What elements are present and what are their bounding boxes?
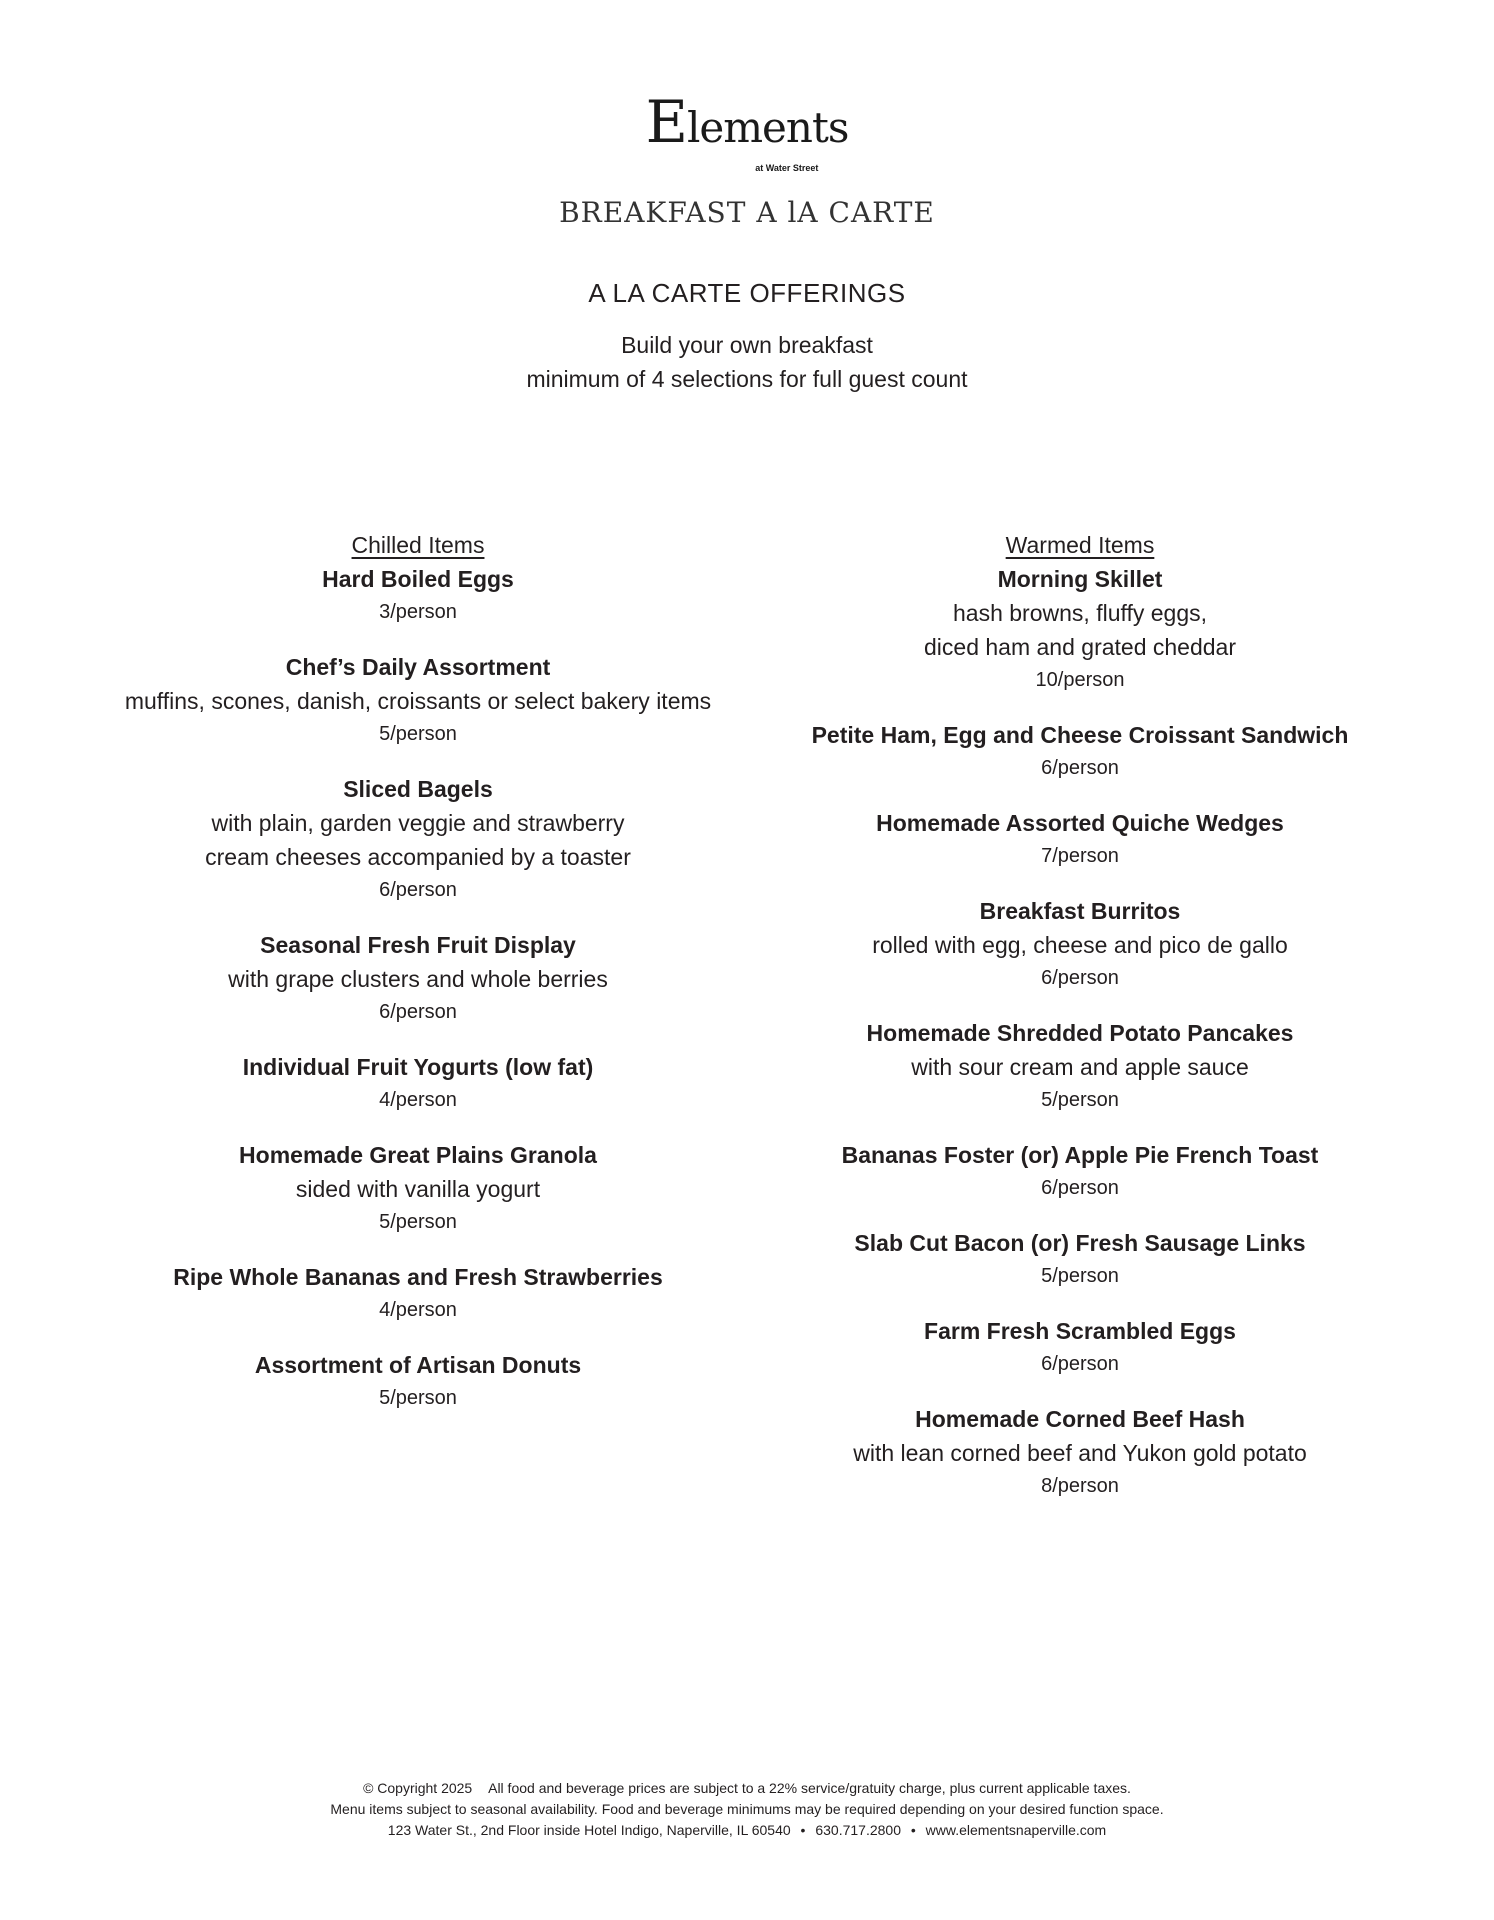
menu-item-price: 4/person [379, 1299, 457, 1321]
menu-item-name: Slab Cut Bacon (or) Fresh Sausage Links [854, 1230, 1306, 1256]
website-link[interactable]: www.elementsnaperville.com [925, 1822, 1107, 1838]
menu-item-name: Homemade Great Plains Granola [239, 1142, 597, 1168]
page-subtitle: BREAKFAST A lA CARTE [559, 196, 935, 229]
menu-item-price: 3/person [379, 601, 457, 623]
warmed-items-list [770, 562, 1390, 1502]
menu-item-description: hash browns, fluffy eggs, [953, 600, 1207, 626]
menu-item [70, 562, 766, 628]
menu-item-name: Ripe Whole Bananas and Fresh Strawberries [173, 1264, 663, 1290]
chilled-items-title: Chilled Items [351, 532, 485, 558]
phone: 630.717.2800 [815, 1822, 901, 1838]
menu-item-name: Breakfast Burritos [979, 898, 1181, 924]
menu-item-description: diced ham and grated cheddar [924, 634, 1236, 660]
menu-item-name: Sliced Bagels [343, 776, 493, 802]
menu-item-price: 4/person [379, 1089, 457, 1111]
menu-item [70, 650, 766, 750]
menu-item-name: Morning Skillet [997, 566, 1163, 592]
menu-item-name: Farm Fresh Scrambled Eggs [924, 1318, 1236, 1344]
menu-item [70, 1348, 766, 1414]
menu-item-description: sided with vanilla yogurt [295, 1176, 541, 1202]
intro-line-2: minimum of 4 selections for full guest count [526, 366, 968, 392]
offerings-heading: A LA CARTE OFFERINGS [588, 278, 906, 308]
footer-line-3 [0, 1820, 1494, 1841]
menu-item-description: muffins, scones, danish, croissants or select bakery items [124, 688, 712, 714]
warmed-items-column [770, 528, 1390, 1524]
menu-item-price: 5/person [1041, 1089, 1119, 1111]
menu-item-name: Homemade Corned Beef Hash [915, 1406, 1245, 1432]
intro-line-1: Build your own breakfast [621, 332, 873, 358]
menu-item-price: 5/person [379, 1211, 457, 1233]
menu-item-price: 6/person [1041, 1177, 1119, 1199]
menu-item [70, 1138, 766, 1238]
menu-item-description: with grape clusters and whole berries [228, 966, 608, 992]
footer-line-2: Menu items subject to seasonal availability. Food and beverage minimums may be required depending on your desired function space. [330, 1801, 1164, 1817]
menu-item [770, 1226, 1390, 1292]
menu-item-name: Chef’s Daily Assortment [285, 654, 551, 680]
menu-item-price: 10/person [1035, 669, 1125, 691]
address: 123 Water St., 2nd Floor inside Hotel Indigo, Naperville, IL 60540 [387, 1822, 791, 1838]
menu-item-price: 8/person [1041, 1475, 1119, 1497]
menu-item [770, 562, 1390, 696]
menu-item-name: Individual Fruit Yogurts (low fat) [242, 1054, 594, 1080]
bullet-separator: • [800, 1822, 806, 1838]
menu-item [770, 1138, 1390, 1204]
intro-text [0, 328, 1494, 396]
menu-item-price: 7/person [1041, 845, 1119, 867]
menu-item-price: 6/person [1041, 757, 1119, 779]
menu-item-name: Bananas Foster (or) Apple Pie French Toast [841, 1142, 1319, 1168]
menu-item-name: Homemade Assorted Quiche Wedges [876, 810, 1284, 836]
logo-subtitle: at Water Street [755, 163, 819, 173]
menu-item-price: 6/person [379, 1001, 457, 1023]
footer [0, 1778, 1494, 1841]
menu-item [770, 806, 1390, 872]
menu-item [770, 894, 1390, 994]
gratuity-note: All food and beverage prices are subject to a 22% service/gratuity charge, plus current applicable taxes. [488, 1780, 1131, 1796]
menu-item-price: 6/person [1041, 967, 1119, 989]
chilled-items-column [70, 528, 766, 1436]
menu-item [70, 772, 766, 906]
logo-wordmark: Elements at Water Street [646, 100, 849, 190]
logo [0, 88, 1494, 190]
warmed-items-title: Warmed Items [1005, 532, 1155, 558]
menu-item-name: Homemade Shredded Potato Pancakes [866, 1020, 1294, 1046]
copyright: © Copyright 2025 [363, 1780, 473, 1796]
menu-item-price: 5/person [379, 1387, 457, 1409]
chilled-items-list [70, 562, 766, 1414]
menu-item-description: with plain, garden veggie and strawberry [211, 810, 625, 836]
menu-item-price: 6/person [379, 879, 457, 901]
menu-item-price: 5/person [1041, 1265, 1119, 1287]
menu-item [70, 928, 766, 1028]
menu-item [770, 718, 1390, 784]
menu-item-description: with lean corned beef and Yukon gold potato [853, 1440, 1307, 1466]
menu-item [70, 1260, 766, 1326]
menu-item-name: Seasonal Fresh Fruit Display [260, 932, 576, 958]
footer-line-1 [0, 1778, 1494, 1799]
bullet-separator: • [910, 1822, 916, 1838]
menu-item-description: cream cheeses accompanied by a toaster [205, 844, 631, 870]
menu-item-price: 5/person [379, 723, 457, 745]
menu-item [770, 1016, 1390, 1116]
menu-item-description: with sour cream and apple sauce [911, 1054, 1249, 1080]
menu-item-name: Petite Ham, Egg and Cheese Croissant Sandwich [811, 722, 1349, 748]
menu-item-name: Hard Boiled Eggs [322, 566, 514, 592]
menu-item-name: Assortment of Artisan Donuts [254, 1352, 582, 1378]
menu-item [770, 1402, 1390, 1502]
menu-item-price: 6/person [1041, 1353, 1119, 1375]
menu-item-description: rolled with egg, cheese and pico de gallo [872, 932, 1288, 958]
menu-item [70, 1050, 766, 1116]
menu-item [770, 1314, 1390, 1380]
